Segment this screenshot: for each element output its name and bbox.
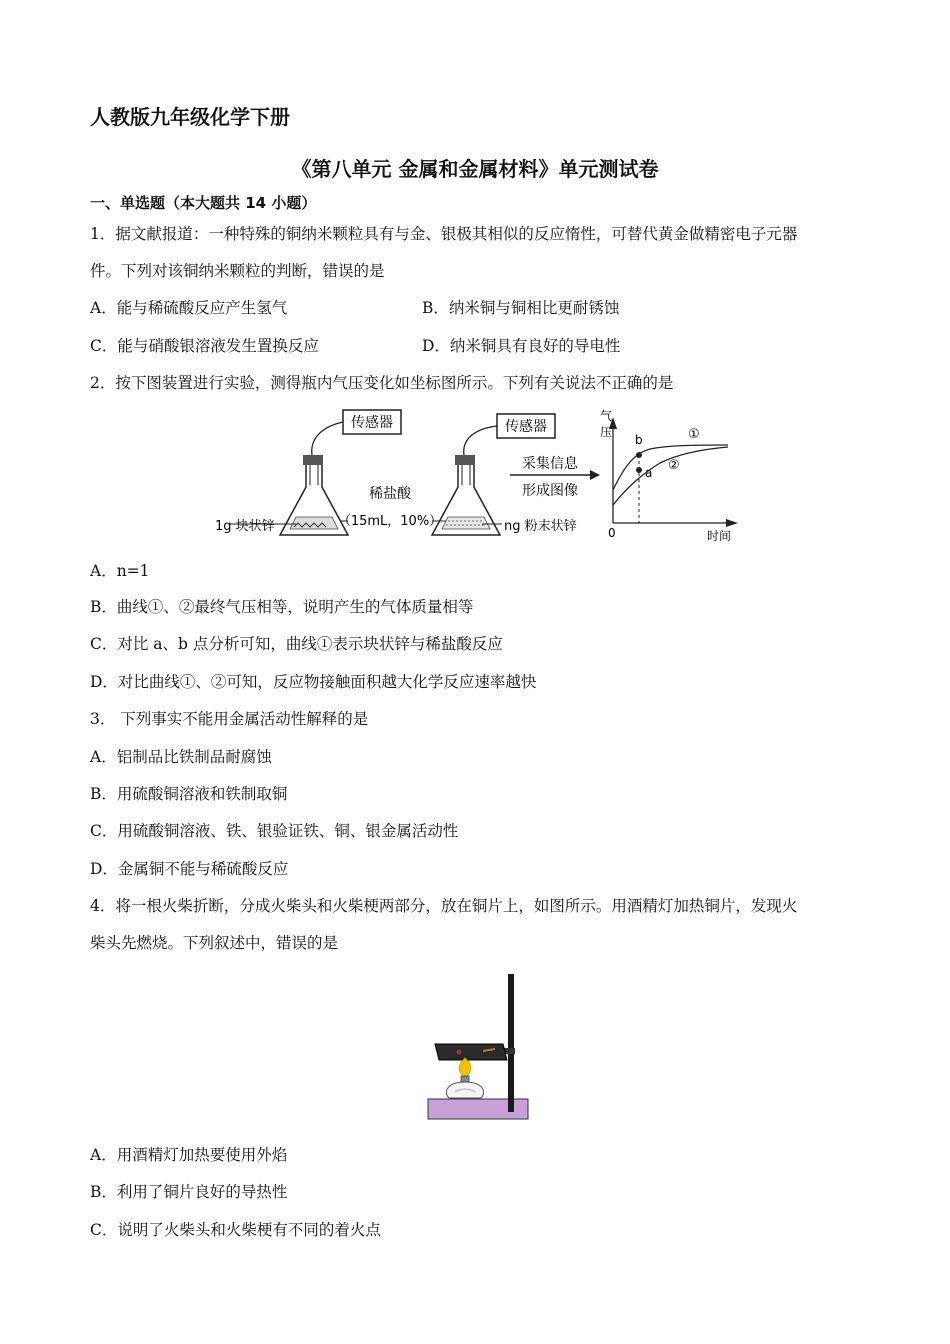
q2-option-a: A．n=1 — [90, 562, 150, 580]
q3-option-b: B．用硫酸铜溶液和铁制取铜 — [90, 785, 288, 803]
left-sample-label: 1g 块状锌 — [215, 519, 275, 534]
point-b — [636, 452, 642, 458]
point-a-label: a — [645, 466, 653, 480]
curve-2 — [613, 447, 728, 505]
q1-stem-line2: 件。下列对该铜纳米颗粒的判断，错误的是 — [90, 262, 385, 280]
flask-stopper-right — [455, 455, 475, 465]
q1-option-b: B．纳米铜与铜相比更耐锈蚀 — [422, 299, 620, 317]
q4-option-a: A．用酒精灯加热要使用外焰 — [90, 1146, 288, 1164]
alcohol-lamp — [446, 1082, 483, 1098]
q4-option-b: B．利用了铜片良好的导热性 — [90, 1183, 288, 1201]
section-heading: 一、单选题（本大题共 14 小题） — [90, 194, 317, 212]
q4-stem-line1: 4．将一根火柴折断，分成火柴头和火柴梗两部分，放在铜片上，如图所示。用酒精灯加热铜片，发现火 — [90, 897, 798, 915]
q4-stem-line2: 柴头先燃烧。下列叙述中，错误的是 — [90, 934, 339, 952]
match-head — [457, 1050, 462, 1055]
curve-2-label: ② — [668, 458, 680, 473]
x-axis-label: 时间 — [707, 529, 732, 543]
q3-option-c: C．用硫酸铜溶液、铁、银验证铁、铜、银金属活动性 — [90, 822, 459, 840]
q4-heating-figure — [425, 972, 533, 1124]
q1-stem-line1: 1．据文献报道：一种特殊的铜纳米颗粒具有与金、银极其相似的反应惰性，可替代黄金做精密电子元器 — [90, 225, 798, 243]
y-axis-label-1: 气 — [600, 409, 613, 423]
flask-stopper-left — [303, 455, 323, 465]
copper-plate — [435, 1044, 507, 1060]
q2-stem-line1: 2．按下图装置进行实验，测得瓶内气压变化如坐标图所示。下列有关说法不正确的是 — [90, 374, 674, 392]
right-sample-label: ng 粉末状锌 — [504, 519, 577, 534]
flame — [459, 1058, 471, 1076]
document-title: 人教版九年级化学下册 — [90, 105, 290, 129]
point-a — [636, 467, 642, 473]
acid-detail-label: （15mL，10%） — [337, 514, 443, 529]
document-subtitle: 《第八单元 金属和金属材料》单元测试卷 — [291, 157, 659, 181]
sensor-left-label: 传感器 — [351, 415, 393, 431]
q3-option-d: D．金属铜不能与稀硫酸反应 — [90, 860, 289, 878]
point-b-label: b — [635, 433, 643, 447]
arrow-label-line1: 采集信息 — [522, 456, 578, 472]
sensor-right-label: 传感器 — [505, 419, 547, 435]
q1-option-c: C．能与硝酸银溶液发生置换反应 — [90, 337, 319, 355]
curve-1-label: ① — [688, 427, 700, 442]
q1-option-d: D．纳米铜具有良好的导电性 — [422, 337, 621, 355]
acid-label: 稀盐酸 — [369, 486, 411, 502]
q2-option-b: B．曲线①、②最终气压相等，说明产生的气体质量相等 — [90, 598, 474, 616]
q2-experiment-figure — [210, 405, 750, 545]
graph-origin-label: 0 — [608, 526, 616, 540]
y-axis-label-2: 压 — [600, 425, 613, 439]
arrow-label-line2: 形成图像 — [522, 483, 578, 499]
stand-rod — [508, 974, 514, 1112]
q2-option-d: D．对比曲线①、②可知，反应物接触面积越大化学反应速率越快 — [90, 673, 537, 691]
q3-option-a: A．铝制品比铁制品耐腐蚀 — [90, 748, 272, 766]
q4-option-c: C．说明了火柴头和火柴梗有不同的着火点 — [90, 1221, 381, 1239]
q1-option-a: A．能与稀硫酸反应产生氢气 — [90, 299, 288, 317]
q2-option-c: C．对比 a、b 点分析可知，曲线①表示块状锌与稀盐酸反应 — [90, 635, 503, 653]
q3-stem-line1: 3． 下列事实不能用金属活动性解释的是 — [90, 710, 369, 728]
